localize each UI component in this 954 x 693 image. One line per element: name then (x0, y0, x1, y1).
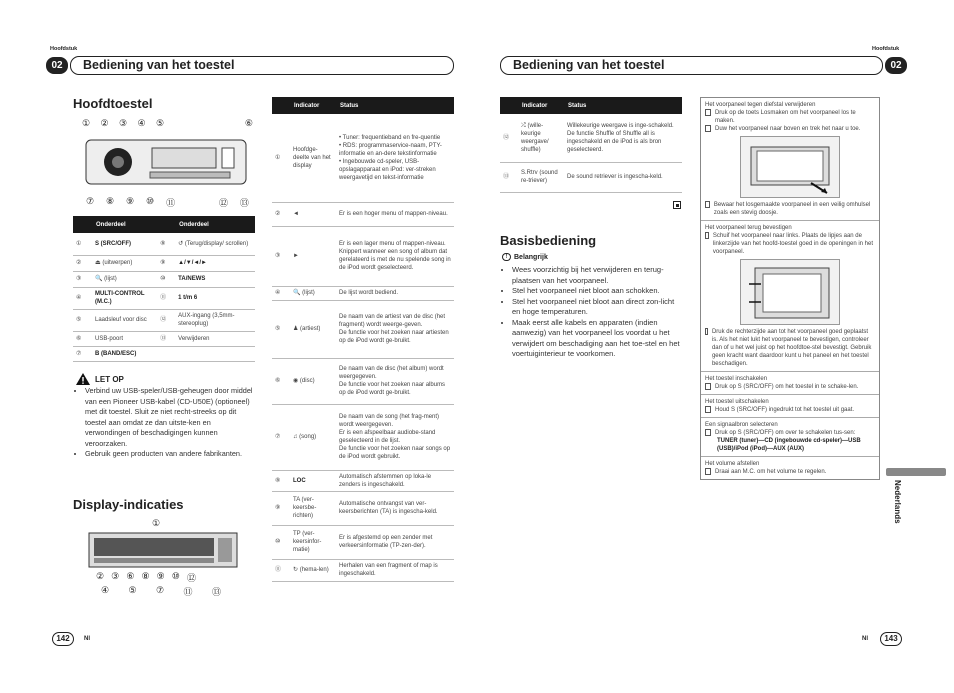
step-text: Schuif het voorpaneel naar links. Plaats de lipjes aan de linkerzijde van het hoofd-toestel goed in de openingen in het voorpaneel. (712, 233, 874, 255)
procedure-title: Het toestel uitschakelen (705, 399, 769, 405)
procedure-title: Het volume afstellen (705, 461, 760, 467)
procedure-volume (701, 457, 879, 479)
step-icon (705, 109, 711, 116)
procedures-box (700, 97, 880, 480)
row-number: ⑩ (272, 525, 290, 559)
step-icon (705, 328, 708, 335)
table-row (272, 114, 454, 202)
table-row (272, 358, 454, 404)
callout: ① (82, 118, 91, 128)
procedure-title: Het toestel inschakelen (705, 376, 768, 382)
callout: ⑤ (156, 118, 165, 128)
end-mark-icon (673, 201, 681, 209)
row-number: ④ (272, 286, 290, 300)
page-number-right: 143 (880, 632, 902, 646)
indicator-cell: ↻ (hema-len) (290, 559, 336, 581)
col-header: Onderdeel (175, 216, 255, 233)
indicator-cell: ♫ (song) (290, 404, 336, 470)
col-header: Onderdeel (92, 216, 157, 233)
table-row (272, 525, 454, 559)
status-cell: Herhalen van een fragment of map is ingeschakeld. (336, 559, 454, 581)
callout: ② (96, 571, 105, 581)
row-number: ⑤ (272, 300, 290, 358)
lang-left: Nl (84, 636, 90, 642)
step-text: Druk op de toets Losmaken om het voorpaneel los te maken. (714, 110, 856, 124)
chapter-label-right: Hoofdstuk (872, 46, 900, 52)
callout: ⑧ (141, 571, 150, 581)
indicator-cell: 🔍 (lijst) (290, 286, 336, 300)
row-number: ⑧ (272, 470, 290, 491)
table-row (272, 470, 454, 491)
important-text: Belangrijk (514, 253, 548, 261)
step-text: Druk op S (SRC/OFF) om over te schakelen tus-sen: (715, 430, 856, 436)
callout: ⑫ (186, 573, 196, 583)
status-cell: Er is een hoger menu of mappen-niveau. (336, 202, 454, 226)
callout: ④ (137, 118, 146, 128)
indicator-table (272, 97, 454, 582)
step-icon (705, 383, 711, 390)
procedure-title: Het voorpaneel terug bevestigen (705, 225, 792, 231)
row-number: ⑪ (272, 559, 290, 581)
important-label (502, 253, 548, 261)
table-row: ④ MULTI-CONTROL (M.C.) ⑪ 1 t/m 6 (73, 287, 255, 309)
status-cell: De naam van de song (het frag-ment) wordt weergegeven. Er is een afspeelbaar audiobe-stand geselecteerd in de lijst. De functie voor het zoeken naar songs op de iPod wordt gebruikt. (336, 404, 454, 470)
step-text: Houd S (SRC/OFF) ingedrukt tot het toestel uit gaat. (715, 407, 855, 413)
callout: ⑧ (106, 196, 115, 206)
remove-panel-illustration (740, 136, 840, 198)
step-icon (705, 406, 711, 413)
procedure-title: Een signaalbron selecteren (705, 422, 778, 428)
row-number: ⑦ (272, 404, 290, 470)
procedure-power-off (701, 395, 879, 418)
section-title-right: Bediening van het toestel (500, 56, 883, 75)
table-row: ⑬ S.Rtrv (sound re-triever) De sound retriever is ingescha-keld. (500, 162, 682, 192)
callout: ⑪ (166, 198, 176, 208)
step-icon (705, 429, 711, 436)
lang-right: Nl (862, 636, 868, 642)
callout: ⑥ (244, 118, 253, 128)
row-number: ③ (272, 226, 290, 286)
callout: ⑬ (239, 198, 249, 208)
callout: ⑦ (86, 196, 95, 206)
head-unit-illustration (80, 118, 255, 210)
table-row: ⑥ USB-poort ⑬ Verwijderen (73, 331, 255, 346)
source-sequence: TUNER (tuner)—CD (ingebouwde cd-speler)—USB (USB)/iPod (iPod)—AUX (AUX) (717, 438, 861, 452)
col-header: Indicator (518, 97, 564, 114)
callout: ⑨ (126, 196, 135, 206)
table-row: ⑤ Laadsleuf voor disc ⑫ AUX-ingang (3,5mm-stereoplug) (73, 309, 255, 331)
list-item: • Verbind uw USB-speler/USB-geheugen door middel van een Pioneer USB-kabel (CD-U50E) (optioneel) met dit toestel. Sluit ze niet recht-streeks op dit toestel aan omdat ze dan uitste-ken en verwondingen of beschadigingen kunnen veroorzaken. (85, 386, 255, 449)
row-number: ② (272, 202, 290, 226)
status-cell: Er is een lager menu of mappen-niveau. Knippert wanneer een song of album dat gerelateerd is met de nu spelende song in de iPod wordt geselecteerd. (336, 226, 454, 286)
chapter-number-left: 02 (46, 57, 68, 74)
callout: ⑤ (128, 585, 137, 595)
heading-hoofdtoestel: Hoofdtoestel (73, 96, 153, 111)
list-item: • Wees voorzichtig bij het verwijderen en terug-plaatsen van het voorpaneel. (512, 265, 680, 286)
indicator-cell: ► (290, 226, 336, 286)
col-header: Indicator (290, 97, 336, 114)
page-number-left: 142 (52, 632, 74, 646)
procedure-source (701, 418, 879, 457)
indicator-cell: TP (ver-keersinfor-matie) (290, 525, 336, 559)
callout: ① (152, 518, 161, 528)
procedure-remove (701, 98, 879, 221)
callout: ⑬ (211, 587, 221, 597)
side-tab-label: Nederlands (893, 480, 902, 524)
table-row: ① S (SRC/OFF) ⑧ ↺ (Terug/display/ scrollen) (73, 233, 255, 255)
callout: ④ (101, 585, 110, 595)
head-unit-drawing (80, 132, 255, 192)
step-icon (705, 125, 711, 132)
indicator-cell: LOC (290, 470, 336, 491)
table-row (272, 404, 454, 470)
status-cell: Er is afgestemd op een zender met verkeersinformatie (TP-zen-der). (336, 525, 454, 559)
table-row (272, 286, 454, 300)
list-item: • Stel het voorpaneel niet bloot aan schokken. (512, 286, 680, 297)
row-number: ⑥ (272, 358, 290, 404)
heading-basisbediening: Basisbediening (500, 233, 597, 248)
side-tab-bar (886, 468, 946, 476)
callout: ⑩ (146, 196, 155, 206)
status-cell: • Tuner: frequentieband en fre-quentie • RDS: programmaservice-naam, PTY-informatie en an-dere tekstinformatie • Ingebouwde cd-speler, USB-opslagapparaat en iPod: ver-streken weergavetijd en tekst-informatie (336, 114, 454, 202)
important-icon: ! (502, 253, 511, 261)
indicator-cell: TA (ver-keersbe-richten) (290, 491, 336, 525)
warning-heading (75, 372, 124, 386)
chapter-number-right: 02 (885, 57, 907, 74)
step-text: Draai aan M.C. om het volume te regelen. (715, 469, 827, 475)
warning-list (77, 386, 255, 460)
row-number: ⑨ (272, 491, 290, 525)
step-text: Druk de rechterzijde aan tot het voorpaneel goed geplaatst is. Als het niet lukt het voorpaneel te bevestigen, controleer dan of u het wel juist op het hoofdtoe-stel bevestigt. Gebruik geen kracht want daardoor kunt u het paneel en het toestel beschadigen. (711, 329, 872, 367)
table-row: ⑦ B (BAND/ESC) (73, 346, 255, 361)
col-header: Status (336, 97, 454, 114)
procedure-power-on (701, 372, 879, 395)
table-row: ⑫ ⤮ (wille-keurige weergave/ shuffle) Willekeurige weergave is inge-schakeld. De functie Shuffle of Shuffle all is ingeschakeld en de iPod is als bron geselecteerd. (500, 114, 682, 162)
status-cell: De lijst wordt bediend. (336, 286, 454, 300)
callout: ③ (119, 118, 128, 128)
heading-display: Display-indicaties (73, 497, 184, 512)
callout: ② (100, 118, 109, 128)
parts-table (73, 216, 255, 362)
callout: ⑥ (126, 571, 135, 581)
status-cell: Automatische ontvangst van ver-keersberichten (TA) is ingescha-keld. (336, 491, 454, 525)
status-cell: De naam van de artiest van de disc (het fragment) wordt weerge-geven. De functie voor het zoeken naar artiesten op de iPod wordt ge-bruikt. (336, 300, 454, 358)
indicator-table-continued (500, 97, 682, 193)
table-row: ② ⏏ (uitwerpen) ⑨ ▲/▼/◄/► (73, 255, 255, 271)
step-icon (705, 201, 710, 208)
table-row: ③ 🔍 (lijst) ⑩ TA/NEWS (73, 271, 255, 287)
row-number: ① (272, 114, 290, 202)
col-header: Status (564, 97, 682, 114)
callout: ⑨ (156, 571, 165, 581)
callout: ⑫ (218, 198, 228, 208)
table-row (272, 202, 454, 226)
callout: ⑪ (183, 587, 193, 597)
attach-panel-illustration (740, 259, 840, 325)
step-text: Druk op S (SRC/OFF) om het toestel in te schake-len. (715, 384, 859, 390)
display-illustration (88, 532, 238, 568)
section-title-left: Bediening van het toestel (70, 56, 454, 75)
procedure-title: Het voorpaneel tegen diefstal verwijderen (705, 102, 816, 108)
indicator-cell: ◉ (disc) (290, 358, 336, 404)
warning-icon (75, 372, 91, 386)
list-item: • Stel het voorpaneel niet bloot aan direct zon-licht en hoge temperaturen. (512, 297, 680, 318)
step-icon (705, 232, 709, 239)
indicator-cell: Hoofdge-deelte van het display (290, 114, 336, 202)
step-text: Duw het voorpaneel naar boven en trek het naar u toe. (715, 126, 861, 132)
table-row (272, 559, 454, 581)
step-icon (705, 468, 711, 475)
table-row (272, 226, 454, 286)
list-item: • Gebruik geen producten van andere fabrikanten. (85, 449, 255, 460)
list-item: • Maak eerst alle kabels en apparaten (indien aanwezig) van het voorpaneel los voordat u het verwijdert om beschadiging aan het toe-stel en het voertuiginterieur te voorkomen. (512, 318, 680, 360)
table-row (272, 491, 454, 525)
callout: ⑩ (171, 571, 180, 581)
status-cell: Automatisch afstemmen op loka-le zenders is ingeschakeld. (336, 470, 454, 491)
warning-title: LET OP (95, 374, 124, 384)
step-text: Bewaar het losgemaakte voorpaneel in een veilig omhulsel zoals een stevig doosje. (713, 202, 871, 216)
basic-list (504, 265, 680, 360)
table-row (272, 300, 454, 358)
indicator-cell: ◄ (290, 202, 336, 226)
callout: ③ (111, 571, 120, 581)
callout: ⑦ (156, 585, 165, 595)
indicator-cell: ♟ (artiest) (290, 300, 336, 358)
status-cell: De naam van de disc (het album) wordt weergegeven. De functie voor het zoeken naar albums op de iPod wordt ge-bruikt. (336, 358, 454, 404)
chapter-label-left: Hoofdstuk (50, 46, 78, 52)
procedure-attach (701, 221, 879, 372)
